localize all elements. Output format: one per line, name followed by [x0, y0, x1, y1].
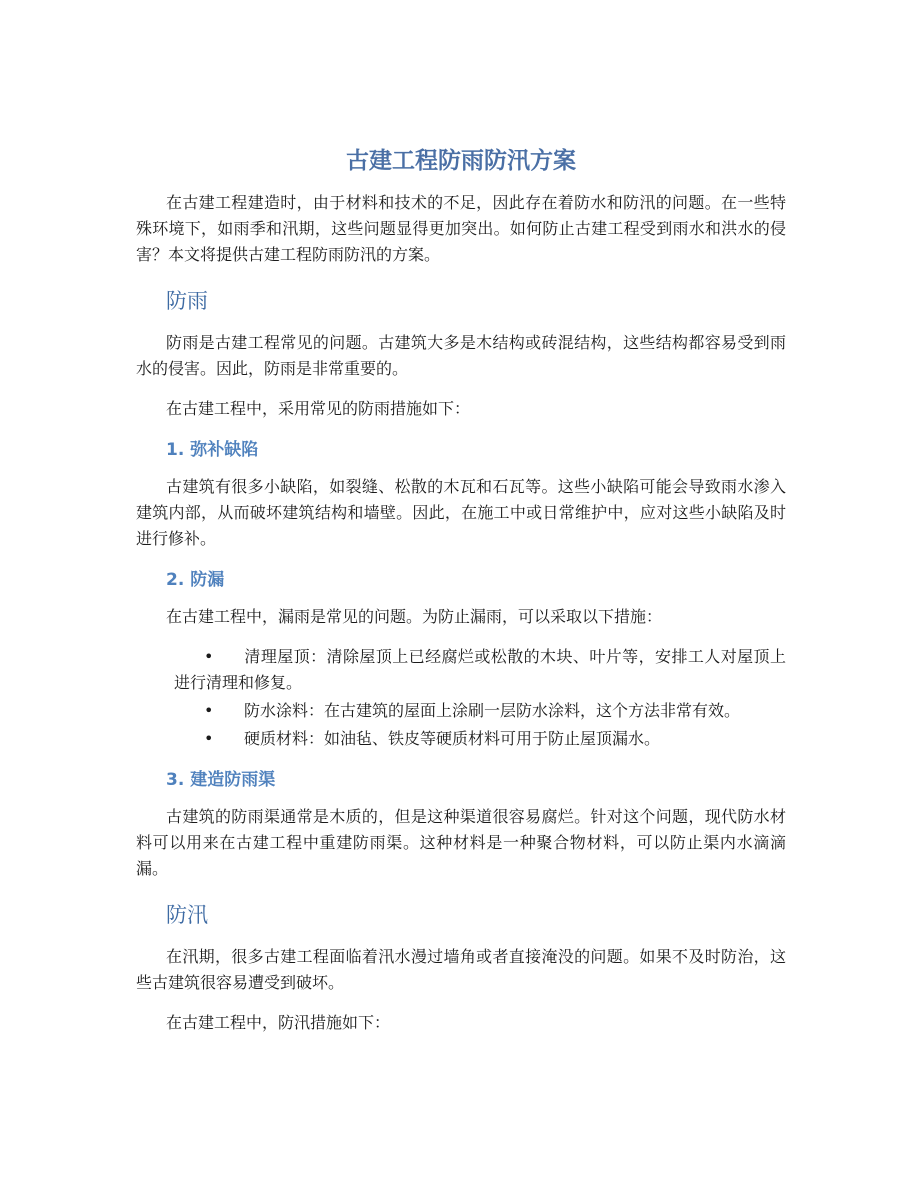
document-page — [136, 146, 786, 1050]
rain-paragraph-1: 防雨是古建工程常见的问题。古建筑大多是木结构或砖混结构，这些结构都容易受到雨水的侵害。因此，防雨是非常重要的。 — [136, 333, 786, 378]
document-title: 古建工程防雨防汛方案 — [346, 147, 576, 174]
flood-paragraph-2: 在古建工程中，防汛措施如下： — [166, 1013, 391, 1032]
rain-paragraph-2: 在古建工程中，采用常见的防雨措施如下： — [166, 399, 471, 418]
rain-channel-paragraph: 古建筑的防雨渠通常是木质的，但是这种渠道很容易腐烂。针对这个问题，现代防水材料可以用来在古建工程中重建防雨渠。这种材料是一种聚合物材料，可以防止渠内水滴滴漏。 — [136, 807, 786, 878]
section-heading-rain: 防雨 — [166, 289, 208, 313]
list-item-text: 硬质材料：如油毡、铁皮等硬质材料可用于防止屋顶漏水。 — [244, 729, 661, 748]
bullet-icon: • — [204, 729, 214, 748]
subsection-heading-leak-proof: 2. 防漏 — [166, 570, 225, 590]
fix-defects-paragraph: 古建筑有很多小缺陷，如裂缝、松散的木瓦和石瓦等。这些小缺陷可能会导致雨水渗入建筑内部，从而破坏建筑结构和墙壁。因此，在施工中或日常维护中，应对这些小缺陷及时进行修补。 — [136, 477, 786, 548]
list-item-text: 清理屋顶：清除屋顶上已经腐烂或松散的木块、叶片等，安排工人对屋顶上进行清理和修复。 — [174, 647, 786, 692]
section-heading-flood: 防汛 — [166, 903, 208, 927]
intro-paragraph: 在古建工程建造时，由于材料和技术的不足，因此存在着防水和防汛的问题。在一些特殊环境下，如雨季和汛期，这些问题显得更加突出。如何防止古建工程受到雨水和洪水的侵害？本文将提供古建工程防雨防汛的方案。 — [136, 193, 786, 264]
leak-proof-paragraph: 在古建工程中，漏雨是常见的问题。为防止漏雨，可以采取以下措施： — [166, 607, 663, 626]
list-item — [136, 644, 786, 696]
flood-paragraph-1: 在汛期，很多古建工程面临着汛水漫过墙角或者直接淹没的问题。如果不及时防治，这些古建筑很容易遭受到破坏。 — [136, 947, 786, 992]
list-item-text: 防水涂料：在古建筑的屋面上涂刷一层防水涂料，这个方法非常有效。 — [244, 701, 741, 720]
bullet-icon: • — [204, 647, 214, 666]
list-item — [136, 726, 786, 752]
subsection-heading-rain-channel: 3. 建造防雨渠 — [166, 770, 276, 790]
bullet-icon: • — [204, 701, 214, 720]
leak-proof-list — [136, 644, 786, 752]
list-item — [136, 698, 786, 724]
subsection-heading-fix-defects: 1. 弥补缺陷 — [166, 440, 259, 460]
